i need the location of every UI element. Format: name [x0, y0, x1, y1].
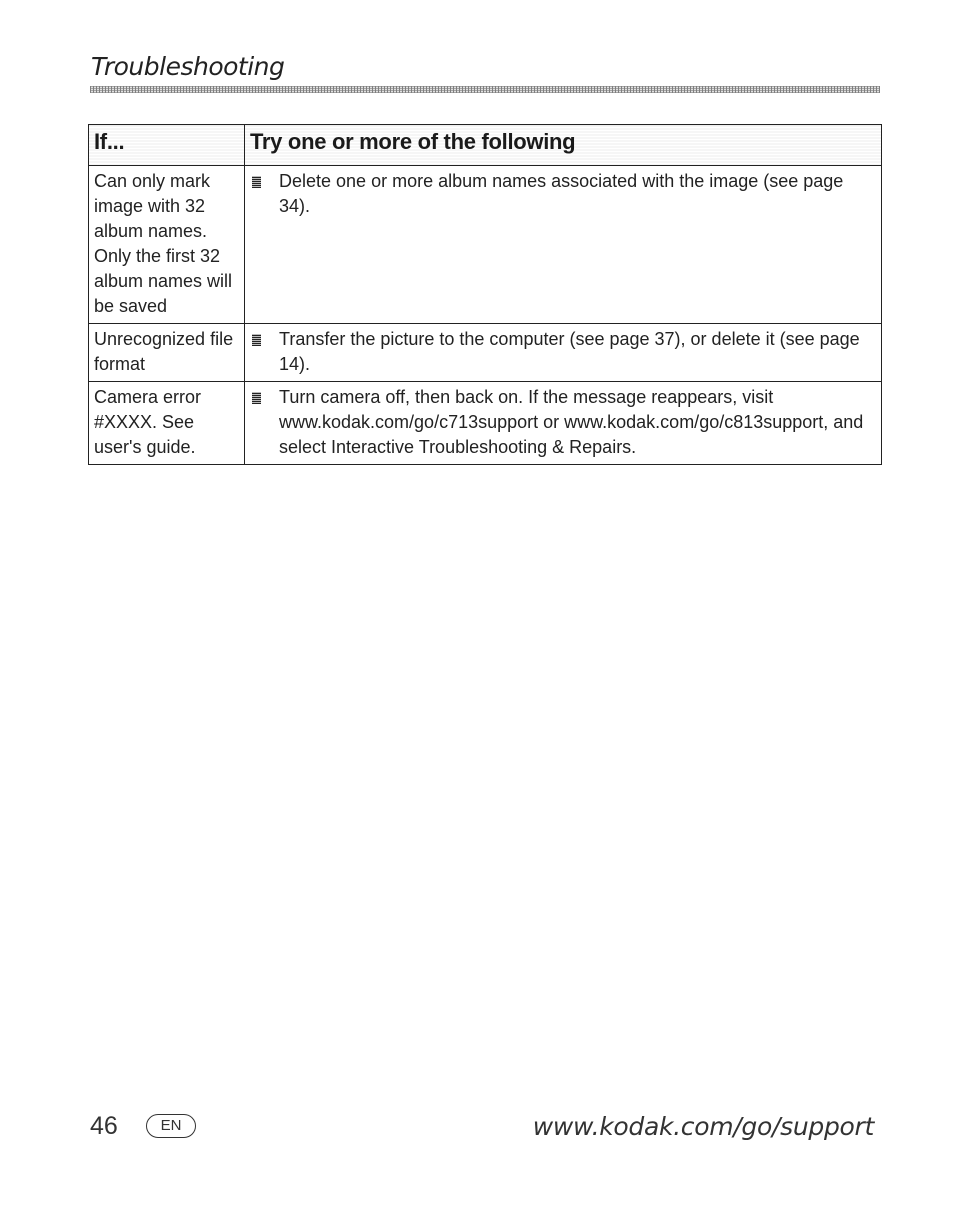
- column-header-try: Try one or more of the following: [245, 125, 882, 166]
- bullet-icon: [252, 334, 261, 346]
- section-title: Troubleshooting: [91, 52, 285, 81]
- troubleshooting-table: [88, 124, 882, 465]
- condition-cell: Unrecognized file format: [89, 324, 245, 382]
- page-number: 46: [90, 1112, 118, 1140]
- condition-cell: Can only mark image with 32 album names. Only the first 32 album names will be saved: [89, 166, 245, 324]
- table-header-row: [89, 125, 882, 166]
- table-row: [89, 166, 882, 324]
- action-text: Delete one or more album names associated with the image (see page 34).: [279, 171, 844, 216]
- action-text: Turn camera off, then back on. If the message reappears, visit www.kodak.com/go/c713support or www.kodak.com/go/c813support, and select Interactive Troubleshooting & Repairs.: [279, 387, 864, 457]
- condition-cell: Camera error #XXXX. See user's guide.: [89, 382, 245, 465]
- action-cell: [245, 166, 882, 324]
- language-badge: EN: [146, 1114, 196, 1138]
- column-header-if: If...: [89, 125, 245, 166]
- header-rule: [90, 86, 880, 93]
- bullet-icon: [252, 176, 261, 188]
- table-row: [89, 324, 882, 382]
- action-text: Transfer the picture to the computer (see page 37), or delete it (see page 14).: [279, 329, 860, 374]
- action-cell: [245, 324, 882, 382]
- action-cell: [245, 382, 882, 465]
- table-row: [89, 382, 882, 465]
- bullet-icon: [252, 392, 261, 404]
- support-url: www.kodak.com/go/support: [532, 1112, 874, 1141]
